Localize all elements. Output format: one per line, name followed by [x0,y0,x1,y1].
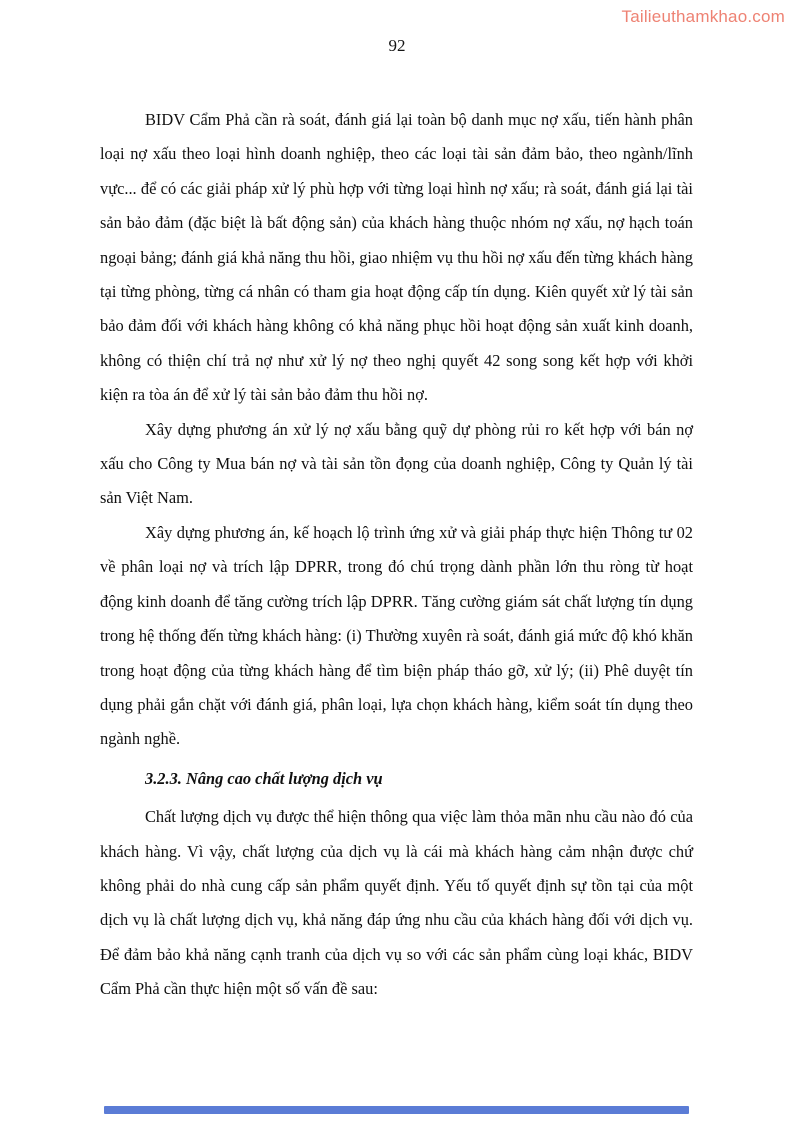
paragraph-risk-provision-plan: Xây dựng phương án xử lý nợ xấu bằng quỹ dự phòng rủi ro kết hợp với bán nợ xấu cho Công ty Mua bán nợ và tài sản tồn đọng của doanh nghiệp, Công ty Quản lý tài sản Việt Nam. [100,419,693,508]
document-body [100,103,693,1007]
paragraph-service-quality: Chất lượng dịch vụ được thể hiện thông qua việc làm thỏa mãn nhu cầu nào đó của khách hàng. Vì vậy, chất lượng của dịch vụ là cái mà khách hàng cảm nhận được chứ không phải do nhà cung cấp sản phẩm quyết định. Yếu tố quyết định sự tồn tại của một dịch vụ là chất lượng dịch vụ, khả năng đáp ứng nhu cầu của khách hàng đối với dịch vụ. Để đảm bảo khả năng cạnh tranh của dịch vụ so với các sản phẩm cùng loại khác, BIDV Cẩm Phả cần thực hiện một số vấn đề sau: [100,807,693,999]
section-heading-3-2-3: 3.2.3. Nâng cao chất lượng dịch vụ [145,768,383,788]
paragraph-bad-debt-review: BIDV Cẩm Phả cần rà soát, đánh giá lại toàn bộ danh mục nợ xấu, tiến hành phân loại nợ xấu theo loại hình doanh nghiệp, theo các loại tài sản đảm bảo, theo ngành/lĩnh vực... để có các giải pháp xử lý phù hợp với từng loại hình nợ xấu; rà soát, đánh giá lại tài sản bảo đảm (đặc biệt là bất động sản) của khách hàng thuộc nhóm nợ xấu, nợ hạch toán ngoại bảng; đánh giá khả năng thu hồi, giao nhiệm vụ thu hồi nợ xấu đến từng khách hàng tại từng phòng, từng cá nhân có tham gia hoạt động cấp tín dụng. Kiên quyết xử lý tài sản bảo đảm đối với khách hàng không có khả năng phục hồi hoạt động sản xuất kinh doanh, không có thiện chí trả nợ như xử lý nợ theo nghị quyết 42 song song kết hợp với khởi kiện ra tòa án để xử lý tài sản bảo đảm thu hồi nợ. [100,110,693,405]
paragraph-circular-02-plan: Xây dựng phương án, kế hoạch lộ trình ứng xử và giải pháp thực hiện Thông tư 02 về phân loại nợ và trích lập DPRR, trong đó chú trọng dành phần lớn thu ròng từ hoạt động kinh doanh để tăng cường trích lập DPRR. Tăng cường giám sát chất lượng tín dụng trong hệ thống đến từng khách hàng: (i) Thường xuyên rà soát, đánh giá mức độ khó khăn trong hoạt động của từng khách hàng để tìm biện pháp tháo gỡ, xử lý; (ii) Phê duyệt tín dụng phải gắn chặt với đánh giá, phân loại, lựa chọn khách hàng, kiểm soát tín dụng theo ngành nghề. [100,522,693,749]
page-number: 92 [388,36,406,55]
watermark: Tailieuthamkhao.com [621,7,785,26]
footer-highlight-bar [104,1106,689,1114]
